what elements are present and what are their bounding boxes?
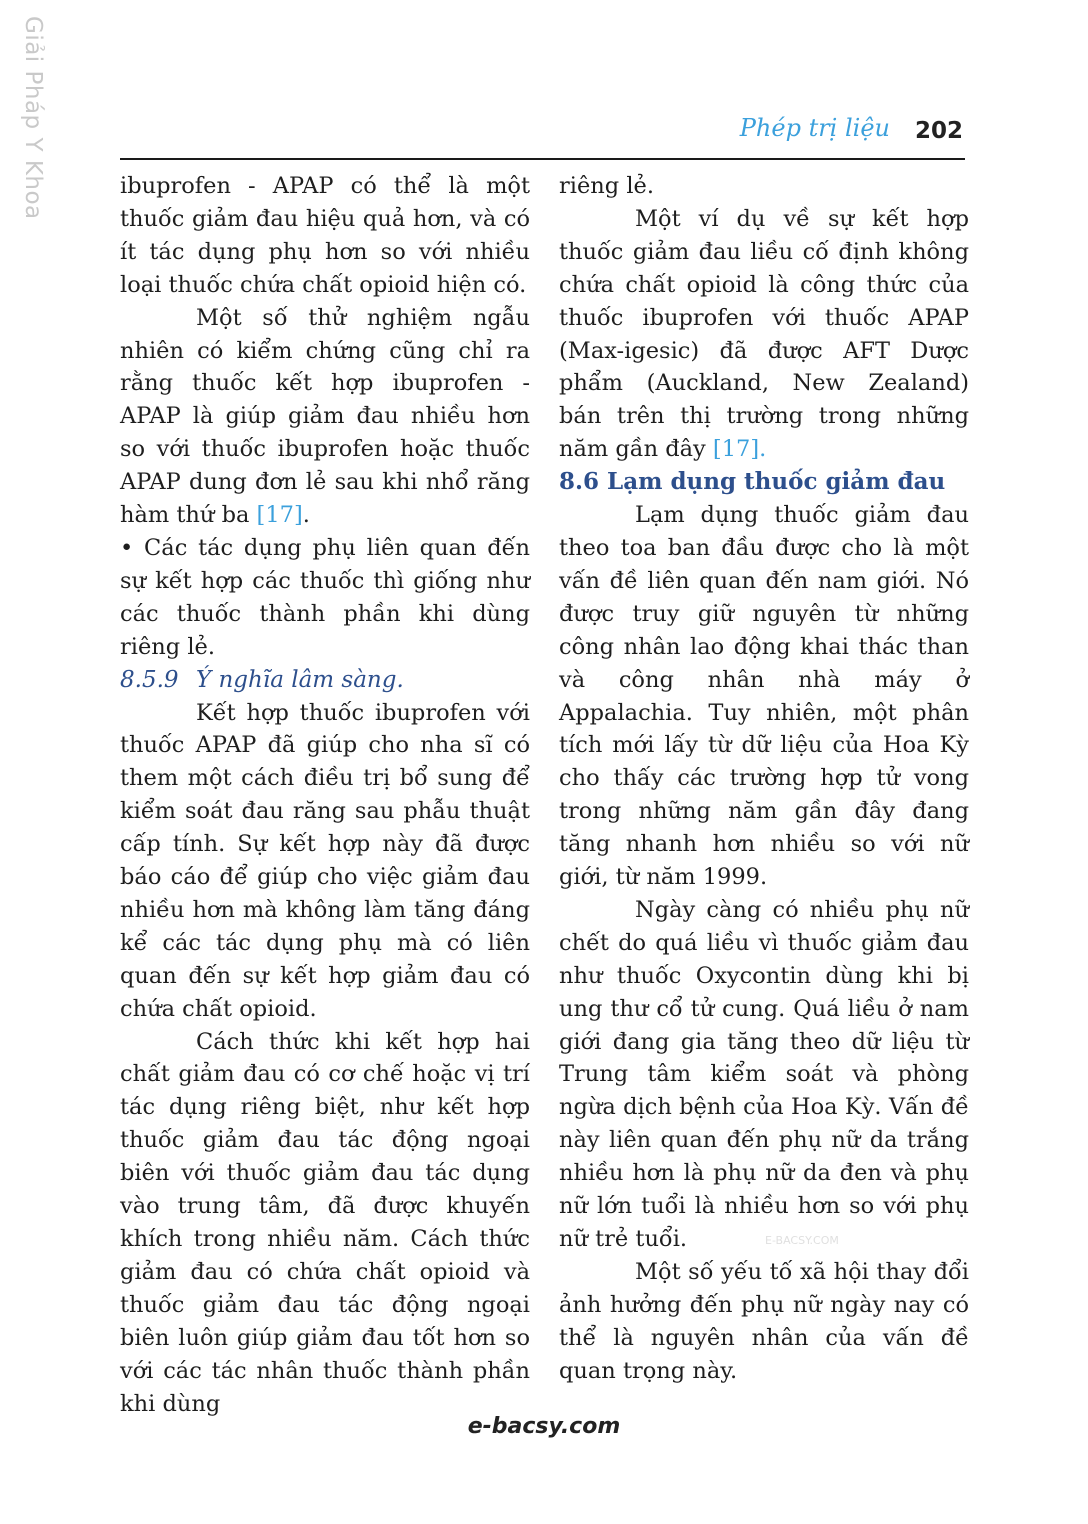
footer-site-name: e-bacsy.com bbox=[467, 1414, 621, 1439]
watermark: E-BACSY.COM bbox=[765, 1234, 839, 1247]
paragraph: Một số thử nghiệm ngẫu nhiên có kiểm chứng cũng chỉ ra rằng thuốc kết hợp ibuprofen - APAP là giúp giảm đau nhiều hơn so với thuốc ibuprofen hoặc thuốc APAP dung đơn lẻ sau khi nhổ răng hàm thứ ba [17]. bbox=[120, 304, 530, 529]
right-column bbox=[559, 170, 969, 1388]
citation-link[interactable]: [17] bbox=[256, 502, 303, 529]
section-title: Phép trị liệu bbox=[739, 114, 890, 142]
paragraph: Cách thức khi kết hợp hai chất giảm đau có cơ chế hoặc vị trí tác dụng riêng biệt, như kết hợp thuốc giảm đau tác động ngoại biên với thuốc giảm đau tác dụng vào trung tâm, đã được khuyến khích trong nhiều năm. Cách thức giảm đau có chứa chất opioid và thuốc giảm đau tác động ngoại biên luôn giúp giảm đau tốt hơn so với các tác nhân thuốc thành phần khi dùng bbox=[120, 1028, 530, 1417]
paragraph: Một ví dụ về sự kết hợp thuốc giảm đau liều cố định không chứa chất opioid là công thức của thuốc ibuprofen với thuốc APAP (Max-igesic) đã được AFT Dược phẩm (Auckland, New Zealand) bán trên thị trường trong những năm gần đây [17]. bbox=[559, 205, 969, 463]
paragraph: Một số yếu tố xã hội thay đổi ảnh hưởng đến phụ nữ ngày nay có thể là nguyên nhân của vấn đề quan trọng này. bbox=[559, 1258, 969, 1384]
book-side-title: Giải Pháp Y Khoa bbox=[20, 16, 46, 220]
subsection-title: Ý nghĩa lâm sàng. bbox=[196, 666, 404, 693]
paragraph: Ngày càng có nhiều phụ nữ chết do quá liều vì thuốc giảm đau như thuốc Oxycontin dùng khi bị ung thư cổ tử cung. Quá liều ở nam giới đang gia tăng theo dữ liệu từ Trung tâm kiểm soát và phòng ngừa dịch bệnh của Hoa Kỳ. Vấn đề này liên quan đến phụ nữ da trắng nhiều hơn là phụ nữ da đen và phụ nữ lớn tuổi là nhiều hơn so với phụ nữ trẻ tuổi. bbox=[559, 896, 969, 1252]
paragraph: riêng lẻ. bbox=[559, 173, 654, 199]
header-rule bbox=[120, 158, 965, 160]
page-header bbox=[120, 112, 965, 160]
section-heading: 8.6 Lạm dụng thuốc giảm đau bbox=[559, 468, 946, 496]
page-number: 202 bbox=[914, 118, 963, 144]
left-column bbox=[120, 170, 530, 1420]
paragraph: Lạm dụng thuốc giảm đau theo toa ban đầu được cho là một vấn đề liên quan đến nam giới. Nó được truy giữ nguyên từ những công nhân lao động khai thác than và công nhân nhà máy ở Appalachia. Tuy nhiên, một phân tích mới lấy từ dữ liệu của Hoa Kỳ cho thấy các trường hợp tử vong trong những năm gần đây đang tăng nhanh hơn nhiều so với nữ giới, từ năm 1999. bbox=[559, 502, 969, 891]
paragraph: ibuprofen - APAP có thể là một thuốc giảm đau hiệu quả hơn, và có ít tác dụng phụ hơn so với nhiều loại thuốc chứa chất opioid hiện có. bbox=[120, 173, 530, 298]
bullet-item: • Các tác dụng phụ liên quan đến sự kết hợp các thuốc thì giống như các thuốc thành phần khi dùng riêng lẻ. bbox=[120, 534, 530, 660]
citation-link[interactable]: [17]. bbox=[712, 436, 767, 463]
subsection-number: 8.5.9 bbox=[120, 666, 179, 693]
subsection-heading bbox=[120, 664, 530, 697]
paragraph: Kết hợp thuốc ibuprofen với thuốc APAP đã giúp cho nha sĩ có them một cách điều trị bổ sung để kiểm soát đau răng sau phẫu thuật cấp tính. Sự kết hợp này đã được báo cáo để giúp cho việc giảm đau nhiều hơn mà không làm tăng đáng kể các tác dụng phụ mà có liên quan đến sự kết hợp giảm đau có chứa chất opioid. bbox=[120, 699, 530, 1022]
